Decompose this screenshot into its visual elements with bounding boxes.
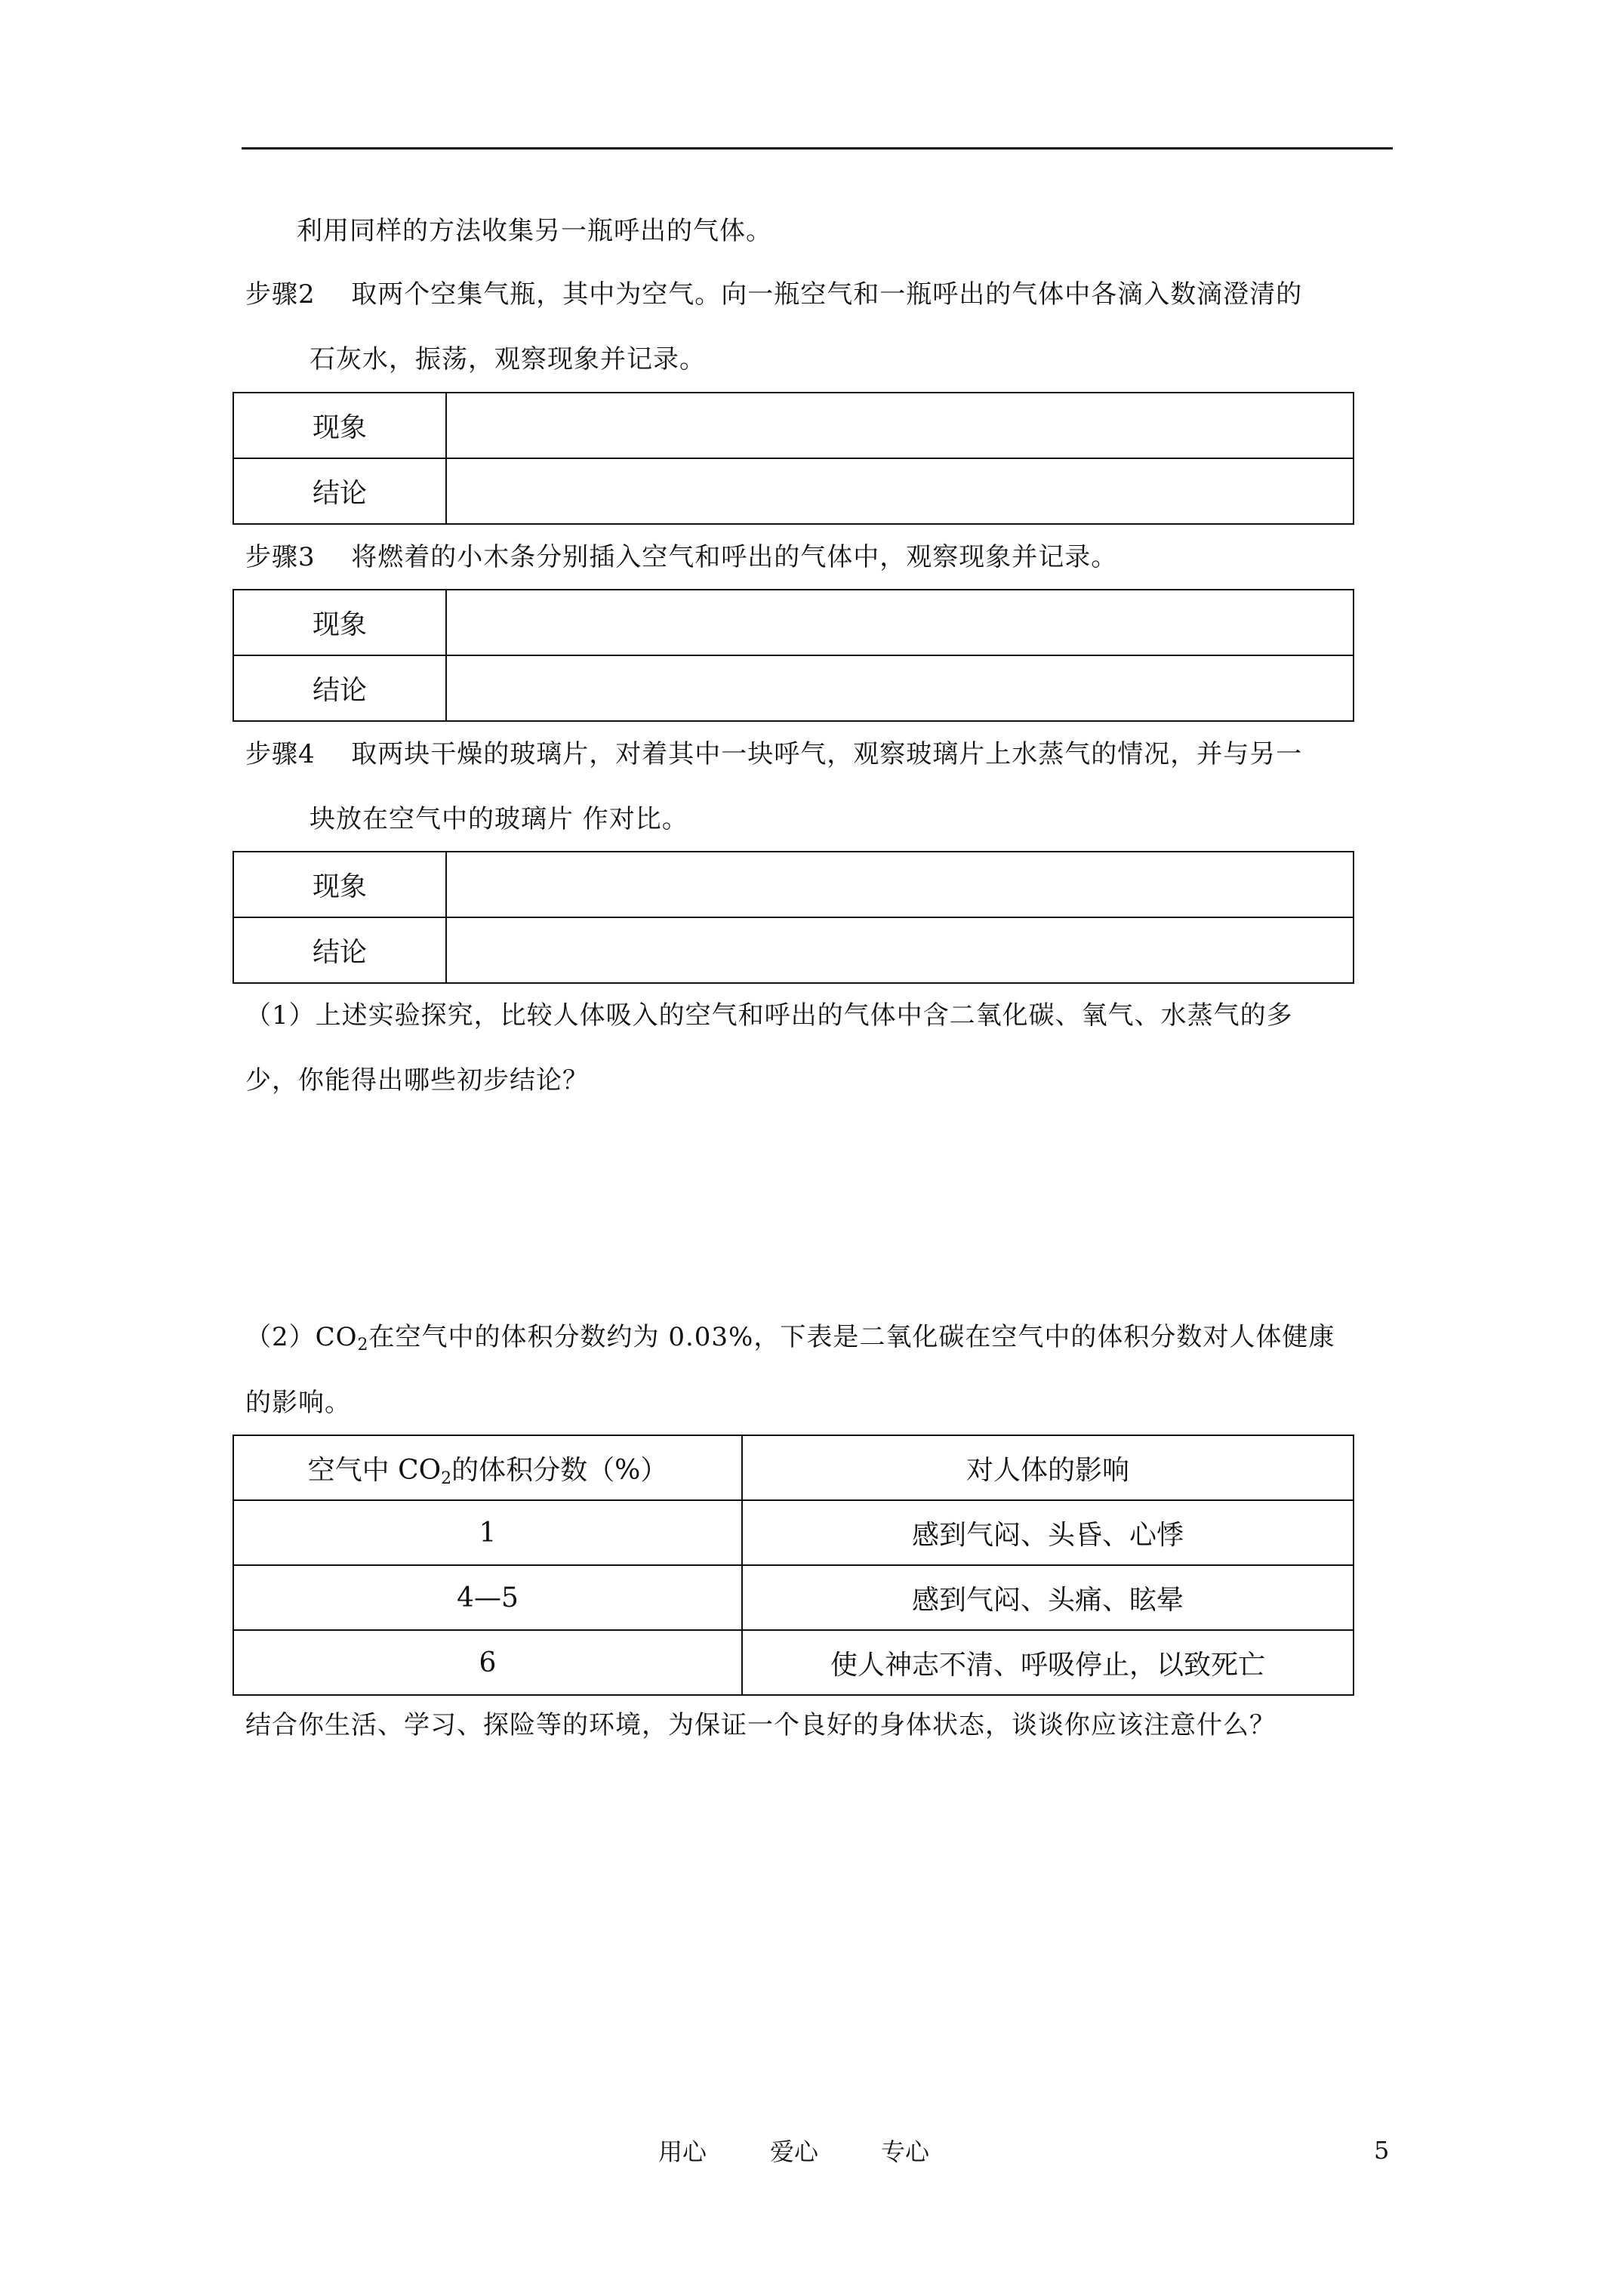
step-4-text: 取两块干燥的玻璃片，对着其中一块呼气，观察玻璃片上水蒸气的情况，并与另一 [351,739,1303,769]
effect-cell: 感到气闷、头痛、眩晕 [742,1565,1354,1630]
footer-motto-3: 专心 [881,2137,930,2166]
question-2-prefix: （2）CO [245,1322,358,1352]
page-number: 5 [1374,2136,1390,2165]
footer-motto-2: 爱心 [770,2137,819,2166]
question-1-line-1: （1）上述实验探究，比较人体吸入的空气和呼出的气体中含二氧化碳、氧气、水蒸气的多 [245,1000,1293,1031]
step-2-label: 步骤2 [245,279,316,310]
table-row [233,1630,1354,1695]
row-label: 结论 [233,917,446,983]
step-3-table [233,589,1354,722]
co2-subscript: 2 [357,1336,369,1354]
answer-cell [446,917,1354,983]
step-4-table [233,851,1354,984]
effect-cell: 使人神志不清、呼吸停止，以致死亡 [742,1630,1354,1695]
table-row [233,458,1354,524]
closing-question: 结合你生活、学习、探险等的环境，为保证一个良好的身体状态，谈谈你应该注意什么？ [245,1710,1276,1740]
step-2-line-2: 石灰水，振荡，观察现象并记录。 [310,344,706,374]
answer-cell [446,590,1354,655]
co2-effects-table [233,1435,1354,1696]
step-4-line-2: 块放在空气中的玻璃片 作对比。 [310,804,688,834]
question-1-line-2: 少，你能得出哪些初步结论？ [245,1065,589,1096]
answer-cell [446,393,1354,458]
column-header-effect: 对人体的影响 [742,1435,1354,1500]
table-row [233,393,1354,458]
row-label: 现象 [233,393,446,458]
step-3-line-1 [245,540,1117,575]
step-3-text: 将燃着的小木条分别插入空气和呼出的气体中，观察现象并记录。 [351,542,1118,572]
step-3-label: 步骤3 [245,542,316,572]
question-2-text: 在空气中的体积分数约为 0.03%，下表是二氧化碳在空气中的体积分数对人体健康 [368,1322,1335,1352]
table-row [233,917,1354,983]
fraction-cell: 4—5 [233,1565,742,1630]
answer-cell [446,655,1354,721]
column-header-fraction: 空气中 $CO_2$的体积分数（%） [233,1435,742,1500]
table-header-row [233,1435,1354,1500]
table-row [233,1500,1354,1565]
answer-cell [446,852,1354,917]
fraction-cell: 6 [233,1630,742,1695]
table-row [233,590,1354,655]
question-2-line-1 [245,1320,1335,1354]
table-row [233,1565,1354,1630]
step-2-table [233,392,1354,525]
step-4-line-1 [245,737,1302,772]
table-row [233,852,1354,917]
step-4-label: 步骤4 [245,739,316,769]
header-rule [242,147,1393,149]
row-label: 结论 [233,458,446,524]
fraction-cell: 1 [233,1500,742,1565]
row-label: 现象 [233,590,446,655]
question-2-line-2: 的影响。 [245,1388,351,1418]
effect-cell: 感到气闷、头昏、心悸 [742,1500,1354,1565]
row-label: 结论 [233,655,446,721]
table-row [233,655,1354,721]
row-label: 现象 [233,852,446,917]
step-2-text: 取两个空集气瓶，其中为空气。向一瓶空气和一瓶呼出的气体中各滴入数滴澄清的 [351,279,1303,310]
step-2-line-1 [245,277,1302,312]
answer-cell [446,458,1354,524]
footer-motto-1: 用心 [658,2137,707,2166]
intro-line: 利用同样的方法收集另一瓶呼出的气体。 [297,216,772,246]
